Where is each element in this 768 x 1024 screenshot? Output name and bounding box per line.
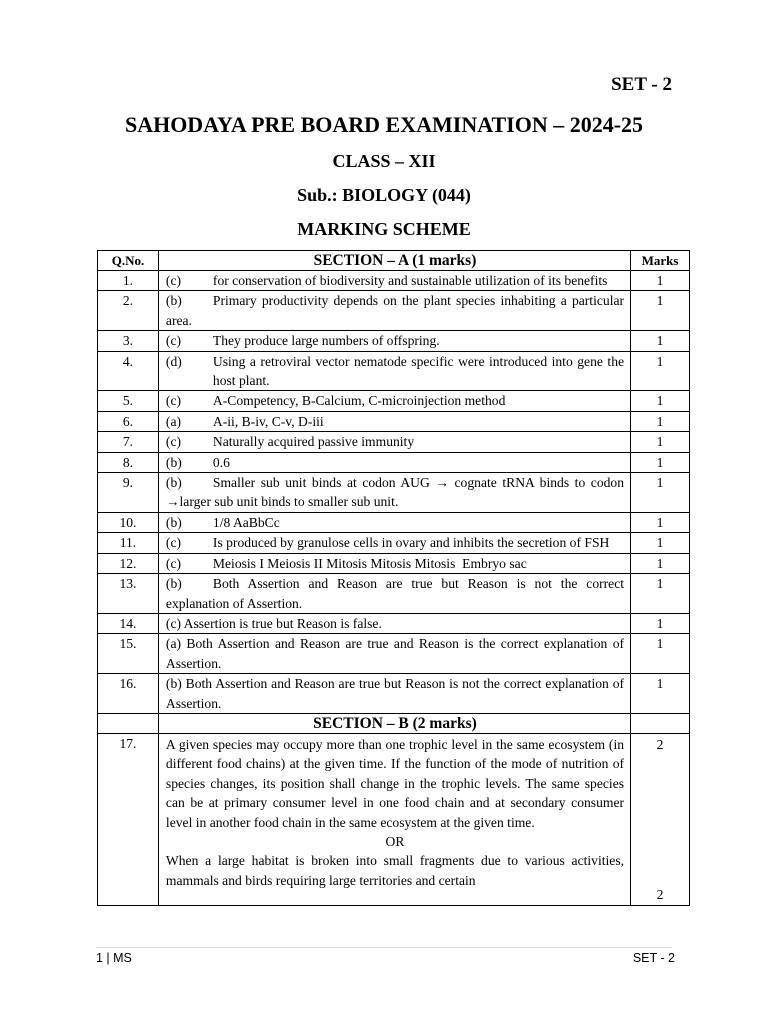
question-number: 15. [98,634,159,674]
answer-option: (a) [165,413,182,429]
marks-value: 1 [631,271,690,291]
answer-cell [158,432,630,452]
answer-line [166,554,624,573]
table-row [98,452,690,472]
marks-value: 1 [631,613,690,633]
answer-cell [158,411,630,431]
answer-paragraph-1: A given species may occupy more than one trophic level in the same ecosystem (in different food chains) at the given time. If the function of the mode of nutrition of species changes, its position shall change in the trophic levels. The same species can be at primary consumer level in one food chain and at secondary consumer level in another food chain in the same ecosystem at the given time. [165,736,625,830]
footer-page-label: 1 | MS [96,951,132,965]
answer-text: Is produced by granulose cells in ovary and inhibits the secretion of FSH [212,535,610,551]
answer-cell [158,512,630,532]
section-b-heading: SECTION – B (2 marks) [158,713,630,733]
marks-value: 1 [631,512,690,532]
answer-cell [158,533,630,553]
footer-set-label: SET - 2 [632,951,675,965]
question-number: 8. [98,452,159,472]
table-row [98,271,690,291]
answer-option: (c) [165,555,182,571]
answer-text: (a) Both Assertion and Reason are true and Reason is the correct explanation of Assertion. [165,636,625,671]
answer-line [166,453,624,472]
question-number: 3. [98,331,159,351]
column-header-qno: Q.No. [98,251,159,271]
answer-cell [158,351,630,391]
question-number: 12. [98,553,159,573]
answer-text: Meiosis I Meiosis II Mitosis Mitosis Mitosis Embryo sac [212,555,527,571]
answer-line [166,473,624,512]
question-number: 13. [98,574,159,614]
answer-option: (c) [165,393,182,409]
table-row [98,533,690,553]
answer-option: (b) [165,576,182,592]
table-header-row [98,251,690,271]
set-label: SET - 2 [611,74,672,95]
question-number: 5. [98,391,159,411]
answer-option: (b) [165,475,182,491]
answer-cell [158,331,630,351]
answer-text: (c) Assertion is true but Reason is false. [165,615,382,631]
answer-line [166,391,624,410]
answer-cell [158,574,630,614]
marks-value: 1 [631,351,690,391]
table-row [98,512,690,532]
answer-line [166,412,624,431]
question-number: 1. [98,271,159,291]
table-row [98,574,690,614]
answer-line [166,271,624,290]
table-row [98,553,690,573]
question-number: 14. [98,613,159,633]
section-b-blank-marks [631,713,690,733]
marks-value: 1 [631,574,690,614]
answer-text: (b) Both Assertion and Reason are true but Reason is not the correct explanation of Assertion. [165,676,625,711]
answer-line [166,513,624,532]
answer-cell [158,271,630,291]
answer-text: Primary productivity depends on the plant species inhabiting a particular area. [165,293,625,328]
section-a-heading: SECTION – A (1 marks) [158,251,630,271]
column-header-marks: Marks [631,251,690,271]
answer-option: (b) [165,514,182,530]
answer-cell [158,473,630,513]
answer-text: Naturally acquired passive immunity [212,434,415,450]
table-row [98,634,690,674]
answer-line [166,432,624,451]
answer-option: (b) [165,454,182,470]
answer-text: 1/8 AaBbCc [212,514,280,530]
marks-value: 1 [631,473,690,513]
question-number: 2. [98,291,159,331]
table-row [98,432,690,452]
subject-line: Sub.: BIOLOGY (044) [297,185,471,205]
marks-value: 2 [656,736,664,752]
footer-divider [96,947,672,948]
answer-cell [158,613,630,633]
answer-text: Smaller sub unit binds at codon AUG → cognate tRNA binds to codon →larger sub unit binds to smaller sub unit. [165,475,625,510]
answer-line [166,574,624,613]
table-row [98,473,690,513]
answer-line [166,352,624,391]
section-b-row [98,713,690,733]
question-number: 4. [98,351,159,391]
answer-option: (c) [165,273,182,288]
marks-value: 1 [631,452,690,472]
marks-cell [631,733,690,905]
question-number: 6. [98,411,159,431]
table-row [98,674,690,714]
answer-text: for conservation of biodiversity and sustainable utilization of its benefits [212,273,608,288]
document-title: MARKING SCHEME [297,219,471,239]
answer-text: Using a retroviral vector nematode specific were introduced into gene the host plant. [212,353,625,389]
marks-value: 1 [631,391,690,411]
marks-value: 1 [631,674,690,714]
table-row [98,351,690,391]
answer-line [166,331,624,350]
question-number: 7. [98,432,159,452]
question-number: 11. [98,533,159,553]
answer-option: (c) [165,434,182,450]
answer-text: They produce large numbers of offspring. [212,333,440,349]
question-number: 9. [98,473,159,513]
answer-line [166,533,624,552]
answer-cell [158,553,630,573]
marks-value: 1 [631,291,690,331]
answer-text: 0.6 [212,454,230,470]
answer-cell [158,291,630,331]
table-row [98,613,690,633]
class-line: CLASS – XII [332,151,436,171]
marks-value: 1 [631,533,690,553]
answer-cell [158,391,630,411]
answer-text: A-ii, B-iv, C-v, D-iii [212,413,324,429]
question-number: 16. [98,674,159,714]
answer-option: (d) [165,353,182,369]
table-row [98,291,690,331]
marking-scheme-table [97,250,690,906]
answer-cell [158,634,630,674]
answer-text: Both Assertion and Reason are true but Reason is not the correct explanation of Assertion. [165,576,625,611]
question-number: 10. [98,512,159,532]
answer-text: A-Competency, B-Calcium, C-microinjection method [212,393,506,409]
question-number: 17. [98,733,159,905]
table-row [98,411,690,431]
answer-line [166,291,624,330]
answer-paragraph-2: When a large habitat is broken into small fragments due to various activities, mammals and birds requiring large territories and certain [165,853,625,888]
exam-title: SAHODAYA PRE BOARD EXAMINATION – 2024-25 [124,112,644,137]
table-row [98,391,690,411]
marks-value: 1 [631,432,690,452]
or-separator: OR [385,833,405,849]
table-row-q17 [98,733,690,905]
marks-value: 1 [631,411,690,431]
section-b-blank [98,713,159,733]
answer-option: (c) [165,333,182,349]
answer-option: (c) [165,535,182,551]
marks-value: 2 [656,886,664,902]
answer-cell [158,452,630,472]
marks-value: 1 [631,553,690,573]
answer-option: (b) [165,293,182,309]
marks-value: 1 [631,634,690,674]
table-row [98,331,690,351]
answer-cell [158,733,630,905]
marks-value: 1 [631,331,690,351]
answer-cell [158,674,630,714]
